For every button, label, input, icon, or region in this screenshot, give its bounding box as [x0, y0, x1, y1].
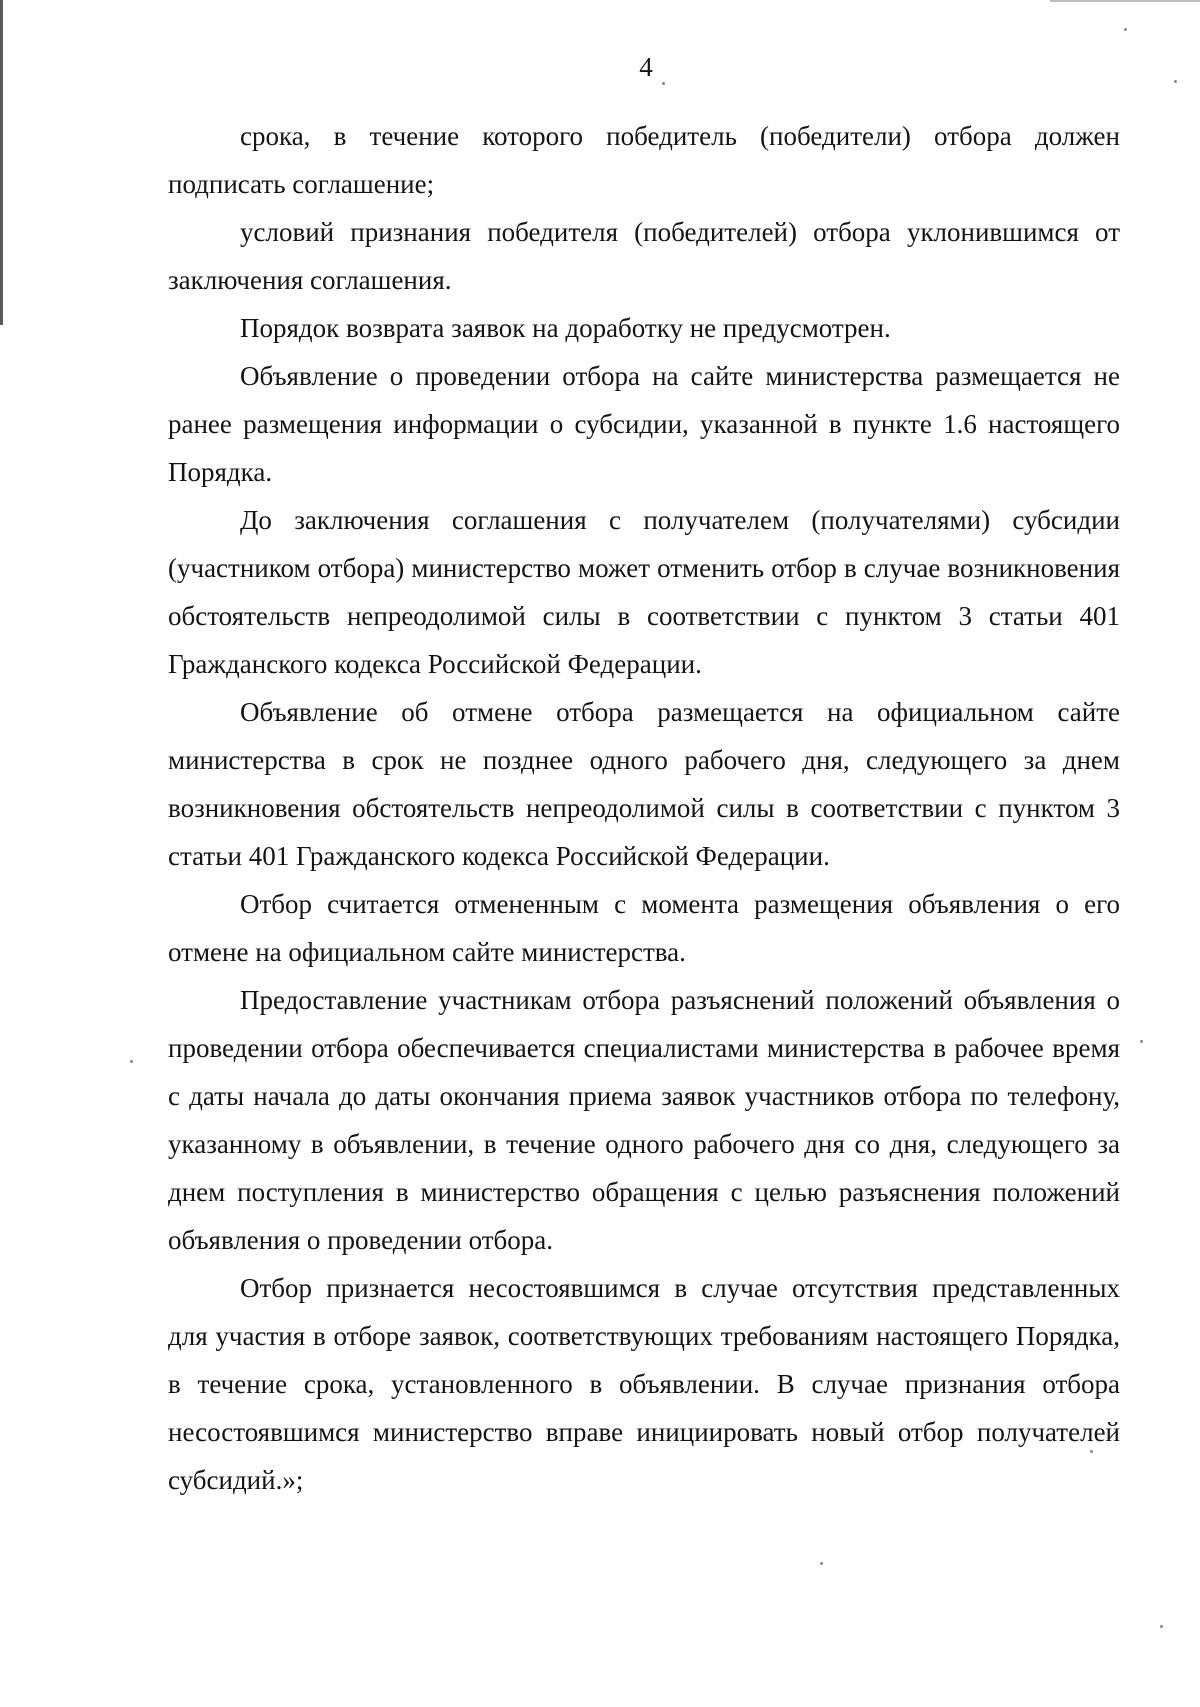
paragraph-signing-deadline: срока, в течение которого победитель (победители) отбора должен подписать соглашение;: [168, 121, 1120, 199]
page-number: 4: [639, 52, 653, 82]
paragraph-evasion-conditions: условий признания победителя (победителей) отбора уклонившимся от заключения соглашения.: [168, 217, 1120, 295]
scan-speck: [1174, 80, 1177, 83]
scan-speck: [130, 1060, 133, 1063]
scan-speck: [1124, 28, 1127, 31]
paragraph-failed-selection: Отбор признается несостоявшимся в случае отсутствия представленных для участия в отборе заявок, соответствующих требованиям настоящего Порядка, в течение срока, установленного в объявлении. В случае признания отбора несостоявшимся министерство вправе инициировать новый отбор получателей субсидий.»;: [168, 1273, 1120, 1495]
paragraph-announcement-placement: Объявление о проведении отбора на сайте министерства размещается не ранее размещения информации о субсидии, указанной в пункте 1.6 настоящего Порядка.: [168, 361, 1120, 487]
scan-speck: [820, 1562, 823, 1565]
paragraph-clarifications: Предоставление участникам отбора разъяснений положений объявления о проведении отбора обеспечивается специалистами министерства в рабочее время с даты начала до даты окончания приема заявок участников отбора по телефону, указанному в объявлении, в течение одного рабочего дня со дня, следующего за днем поступления в министерство обращения с целью разъяснения положений объявления о проведении отбора.: [168, 985, 1120, 1255]
scan-speck: [1160, 1625, 1163, 1628]
paragraph-cancellation-right: До заключения соглашения с получателем (получателями) субсидии (участником отбора) министерство может отменить отбор в случае возникновения обстоятельств непреодолимой силы в соответствии с пунктом 3 статьи 401 Гражданского кодекса Российской Федерации.: [168, 505, 1120, 679]
scan-speck: [1090, 1450, 1093, 1453]
paragraph-no-return: Порядок возврата заявок на доработку не предусмотрен.: [240, 313, 891, 343]
scan-left-edge-line: [0, 0, 3, 325]
paragraph-cancellation-announcement: Объявление об отмене отбора размещается на официальном сайте министерства в срок не позднее одного рабочего дня, следующего за днем возникновения обстоятельств непреодолимой силы в соответствии с пунктом 3 статьи 401 Гражданского кодекса Российской Федерации.: [168, 697, 1120, 871]
scan-top-edge-line: [1050, 0, 1200, 2]
body-text: [168, 112, 1120, 1504]
scan-speck: [1140, 1040, 1143, 1043]
paragraph-cancellation-moment: Отбор считается отмененным с момента размещения объявления о его отмене на официальном сайте министерства.: [168, 889, 1120, 967]
scan-speck: [662, 82, 665, 85]
